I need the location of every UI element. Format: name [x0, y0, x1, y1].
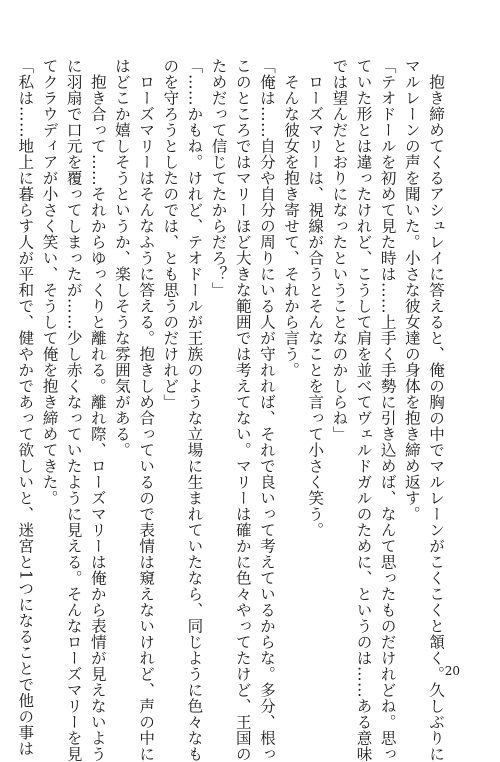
- text-line: ていた形とは違ったけれど、こうして肩を並べてヴェルドガルのために、というのは……ある意味: [354, 58, 373, 762]
- text-line: はどこか嬉しそうというか、楽しそうな雰囲気がある。: [112, 58, 131, 458]
- text-line: 「……かもね。けれど、テオドールが王族のような立場に生まれていたなら、同じように色々なも: [185, 58, 204, 762]
- text-line: のを守ろうとしたのでは、とも思うのだけれど」: [161, 58, 180, 410]
- page-number: 20: [444, 664, 460, 678]
- text-line: ためだって信じてたからだろ？」: [209, 58, 228, 298]
- text-line: てクラウディアが小さく笑い、そうして俺を抱き締めてきた。: [40, 58, 59, 506]
- text-line: 「テオドールを初めて見た時は……上手く手勢に引き込めば、なんて思ったものだけれどね。思っ: [378, 58, 397, 762]
- text-line: ローズマリーは、視線が合うとそんなことを言って小さく笑う。: [306, 73, 325, 538]
- text-line: 「私は……地上に暮らす人が平和で、健やかであって欲しいと、迷宮と1つになることで他の事は: [16, 58, 35, 757]
- text-line: では望んだとおりになったということなのかしらね」: [330, 58, 349, 442]
- text-line: 「俺は……自分や自分の周りにいる人が守れれば、それで良いって考えているからな。多分、根っ: [257, 58, 276, 762]
- text-line: マルレーンの声を聞いた。小さな彼女達の身体を抱き締め返す。: [402, 58, 421, 522]
- body-text: [16, 58, 448, 762]
- text-line: に羽扇で口元を覆ってしまったが……少し赤くなっていたように見える。そんなローズマリーを見: [64, 58, 83, 762]
- text-line: ローズマリーはそんなふうに答える。抱きしめ合っているので表情は窺えないけれど、声の中に: [137, 73, 156, 762]
- text-line: 抱き合って……それからゆっくりと離れる。離れ際、ローズマリーは俺から表情が見えないよう: [88, 73, 107, 762]
- text-line: そんな彼女を抱き寄せて、それから言う。: [282, 73, 301, 378]
- text-line: このところではマリーほど大きな範囲では考えてない。マリーは確かに色々やってたけど、王国の: [233, 58, 252, 762]
- text-line: 抱き締めてくるアシュレイに答えると、俺の胸の中でマルレーンがこくこくと頷く。久しぶりに: [427, 73, 445, 762]
